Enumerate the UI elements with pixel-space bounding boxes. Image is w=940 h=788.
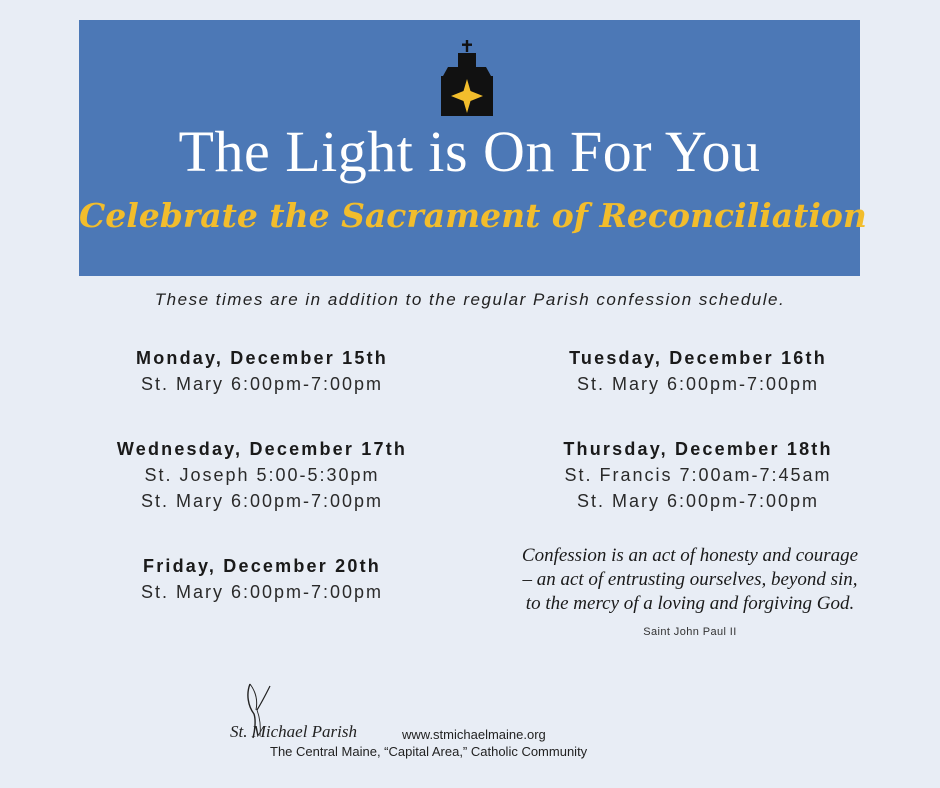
parish-url[interactable]: www.stmichaelmaine.org [402,727,546,742]
parish-name: St. Michael Parish [230,722,358,741]
day-name: Friday, December 20th [143,556,381,576]
day-time: St. Mary 6:00pm-7:00pm [140,582,384,602]
day-time: St. Mary 6:00pm-7:00pm [140,374,384,394]
banner-title: The Light is On For You [178,119,761,184]
quote-line: to the mercy of a loving and forgiving God. [525,593,855,614]
quote-attribution: Saint John Paul II [643,626,737,638]
day-time: St. Mary 6:00pm-7:00pm [140,491,384,511]
day-time: St. Mary 6:00pm-7:00pm [576,374,820,394]
day-name: Monday, December 15th [136,348,388,368]
quote-line: – an act of entrusting ourselves, beyond sin, [522,569,858,590]
schedule-note: These times are in addition to the regular Parish confession schedule. [154,290,786,309]
schedule-day-monday [52,345,472,397]
day-name: Thursday, December 18th [563,439,833,459]
day-time: St. Francis 7:00am-7:45am [564,465,832,485]
schedule-day-tuesday [488,345,908,397]
day-name: Tuesday, December 16th [569,348,827,368]
schedule-day-thursday [488,436,908,514]
schedule-day-friday [52,553,472,605]
schedule-day-wednesday [52,436,472,514]
day-time: St. Joseph 5:00-5:30pm [144,465,380,485]
banner-subtitle: Celebrate the Sacrament of Reconciliation [79,196,867,235]
day-name: Wednesday, December 17th [116,439,408,459]
parish-tagline: The Central Maine, “Capital Area,” Catholic Community [270,744,588,759]
church-star-icon [437,40,497,118]
quote [470,544,910,616]
quote-line: Confession is an act of honesty and courage [521,545,859,566]
day-time: St. Mary 6:00pm-7:00pm [576,491,820,511]
